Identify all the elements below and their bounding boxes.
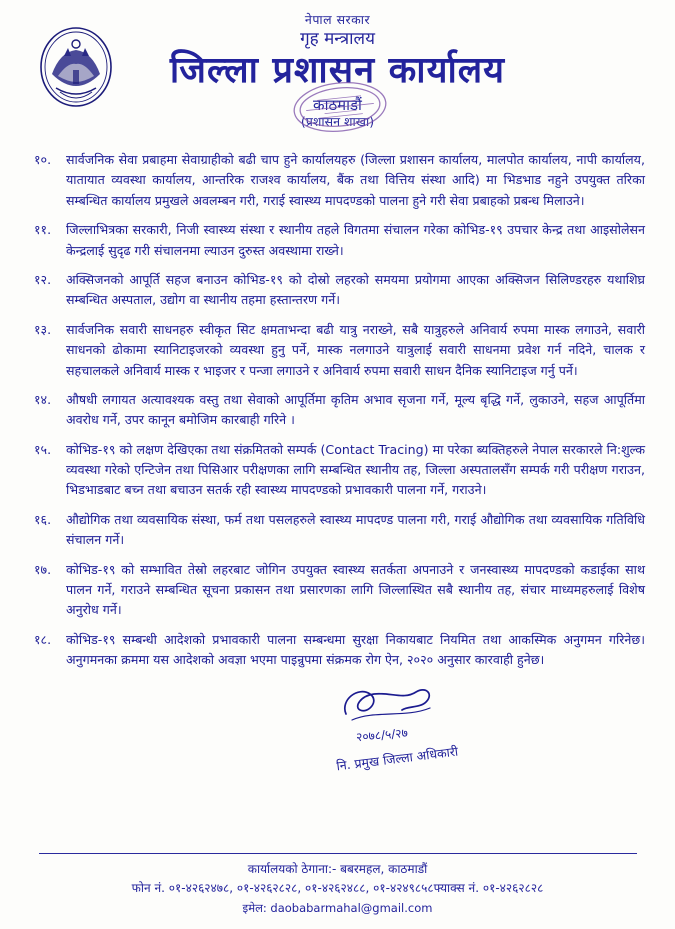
clause-item xyxy=(34,150,645,211)
clause-item xyxy=(34,390,645,431)
clause-number: १२. xyxy=(34,271,52,287)
clause-item xyxy=(34,270,645,311)
clause-text: सार्वजनिक सवारी साधनहरु स्वीकृत सिट क्षमताभन्दा बढी यात्रु नराख्ने, सबै यात्रुहरुले अनिवार्य रुपमा मास्क लगाउने, सवारी साधनको ढोकामा स्यानिटाइजरको व्यवस्था हुनु पर्ने, मास्क नलगाउने यात्रुलाई सवारी साधनमा प्रवेश गर्न नदिने, चालक र सहचालकले अनिवार्य मास्क र भाइजर र पन्जा लगाउने र अनिवार्य रुपमा सवारी साधन दैनिक स्यानिटाइज गर्नु पर्ने। xyxy=(66,321,645,378)
clause-text: अक्सिजनको आपूर्ति सहज बनाउन कोभिड-१९ को दोस्रो लहरको समयमा प्रयोगमा आएका अक्सिजन सिलिण्डरहरु यथाशिघ्र सम्बन्धित अस्पताल, उद्योग वा स्थानीय तहमा हस्तान्तरण गर्ने। xyxy=(66,271,645,308)
government-line: नेपाल सरकार xyxy=(304,12,371,27)
ministry-line: गृह मन्त्रालय xyxy=(300,29,375,49)
nepal-emblem-icon xyxy=(38,26,114,108)
footer-email-row xyxy=(0,899,675,917)
footer-phones: फोन नं. ०१-४२६२४७८, ०१-४२६२८२८, ०१-४२६२४८८, ०१-४२४९८५८फ्याक्स नं. ०१-४२६२८२८ xyxy=(131,881,544,896)
clause-text: कोभिड-१९ सम्बन्धी आदेशको प्रभावकारी पालना सम्बन्धमा सुरक्षा निकायबाट नियमित तथा आकस्मिक अनुगमन गरिनेछ। अनुगमनका क्रममा यस आदेशको अवज्ञा भएमा पाइन्रुपमा संक्रमक रोग ऐन, २०२० अनुसार कारवाही हुनेछ। xyxy=(66,631,645,668)
footer-email-label: इमेल: xyxy=(242,900,267,915)
district-line: काठमाडौं xyxy=(313,95,362,114)
clause-item xyxy=(34,320,645,381)
footer-address: कार्यालयको ठेगाना:- बबरमहल, काठमाडौं xyxy=(247,862,428,877)
clause-number: १७. xyxy=(34,561,52,577)
clause-number: १६. xyxy=(34,511,52,527)
clause-text: औषधी लगायत अत्यावश्यक वस्तु तथा सेवाको आपूर्तिमा कृतिम अभाव सृजना गर्ने, मूल्य बृद्धि गर्ने, लुकाउने, सहज आपूर्तिमा अवरोध गर्ने, उपर कानून बमोजिम कारबाही गरिने । xyxy=(66,391,645,428)
clause-text: सार्वजनिक सेवा प्रबाहमा सेवाग्राहीको बढी चाप हुने कार्यालयहरु (जिल्ला प्रशासन कार्यालय, मालपोत कार्यालय, नापी कार्यालय, यातायात व्यवस्था कार्यालय, आन्तरिक राजश्व कार्यालय, बैंक तथा वित्तिय संस्था आदि) मा भिडभाड नहुने उपयुक्त तरिका सम्बन्धित कार्यालय प्रमुखले अवलम्बन गरी, गराई स्वास्थ्य मापदण्डको पालना हुने गरी सेवा प्रबाहको प्रबन्ध मिलाउने। xyxy=(66,152,645,208)
signature-name: नि. प्रमुख जिल्ला अधिकारी xyxy=(335,743,459,773)
clause-item xyxy=(34,560,645,621)
clause-item xyxy=(34,630,645,671)
signature-block xyxy=(0,680,675,800)
clause-item xyxy=(34,510,645,551)
clause-text: जिल्लाभित्रका सरकारी, निजी स्वास्थ्य संस्था र स्थानीय तहले विगतमा संचालन गरेका कोभिड-१९ उपचार केन्द्र तथा आइसोलेसन केन्द्रलाई सुदृढ गरी संचालनमा ल्याउन दुरुस्त अवस्थामा राख्ने। xyxy=(66,222,645,258)
clause-number: १४. xyxy=(34,391,52,407)
document-header xyxy=(0,0,675,142)
clause-number: १०. xyxy=(34,152,52,167)
clause-number: १३. xyxy=(34,321,52,337)
clause-text: कोभिड-१९ को लक्षण देखिएका तथा संक्रमितको सम्पर्क (Contact Tracing) मा परेका ब्यक्तिहरुले नेपाल सरकारले नि:शुल्क व्यवस्था गरेको एन्टिजेन तथा पिसिआर परीक्षणका लागि सम्बन्धित स्थानीय तह, जिल्ला अस्पतालसँग सम्पर्क गरी परीक्षण गराउन, भिडभाडबाट बच्न तथा बचाउन सतर्क रही स्वास्थ्य मापदण्डको प्रभावकारी पालना गर्ने, गराउने। xyxy=(66,441,645,498)
clause-text: औद्योगिक तथा व्यवसायिक संस्था, फर्म तथा पसलहरुले स्वास्थ्य मापदण्ड पालना गरी, गराई औद्योगिक तथा व्यवसायिक गतिविधि संचालन गर्ने। xyxy=(66,511,645,548)
section-line: (प्रशासन शाखा) xyxy=(300,114,375,130)
clause-item xyxy=(34,220,645,261)
clause-text: कोभिड-१९ को सम्भावित तेस्रो लहरबाट जोगिन उपयुक्त स्वास्थ्य सतर्कता अपनाउने र जनस्वास्थ्य मापदण्डको कडाईका साथ पालन गर्ने, गराउने सम्बन्धित सूचना प्रकासन तथा प्रसारणका लागि जिल्लास्थित सबै स्थानीय तह, संचार माध्यमहरुलाई विशेष अनुरोध गर्ने। xyxy=(66,561,645,618)
footer-email-value: daobabarmahal@gmail.com xyxy=(270,900,433,915)
clause-number: १५. xyxy=(34,441,52,457)
document-footer xyxy=(0,853,675,917)
clause-number: ११. xyxy=(34,222,52,238)
footer-divider xyxy=(39,853,637,854)
signature-date: २०७८/५/२७ xyxy=(355,725,409,744)
clause-item xyxy=(34,440,645,501)
office-title: जिल्ला प्रशासन कार्यालय xyxy=(169,50,506,92)
clause-list xyxy=(0,142,675,671)
clause-number: १८. xyxy=(34,631,52,647)
